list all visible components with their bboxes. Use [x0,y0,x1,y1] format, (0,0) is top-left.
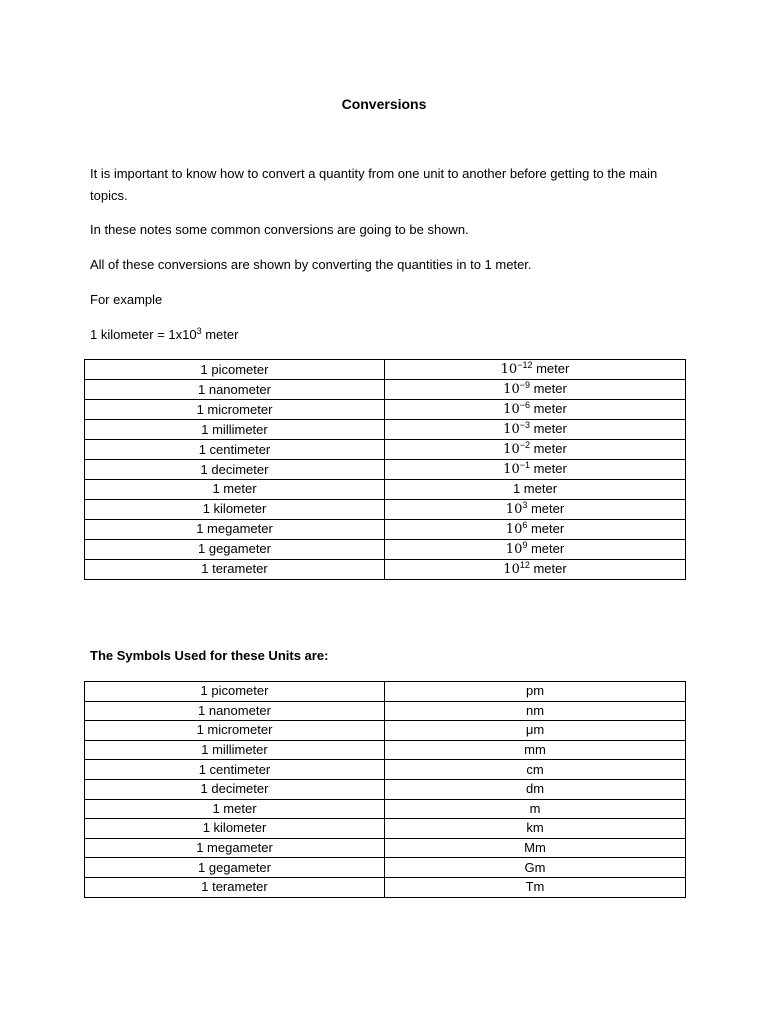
table-row [85,877,686,897]
table-row [85,721,686,741]
table-row [85,460,686,480]
value-base: 10 [505,521,523,537]
table-row [85,519,686,539]
table-row [85,480,686,500]
symbol-cell: nm [385,701,686,721]
symbols-heading: The Symbols Used for these Units are: [90,648,329,663]
value-unit: meter [527,540,565,556]
value-exponent: −6 [519,400,530,410]
table-row [85,440,686,460]
value-base: 1 [512,481,521,497]
value-cell [385,380,686,400]
table-row [85,682,686,702]
value-exponent: 12 [519,559,530,570]
symbol-cell: mm [385,740,686,760]
unit-cell: 1 nanometer [85,380,385,400]
unit-cell: 1 megameter [85,519,385,539]
unit-cell: 1 gegameter [85,539,385,559]
unit-cell: 1 millimeter [85,420,385,440]
value-exponent: −3 [519,420,530,430]
symbol-cell: cm [385,760,686,780]
unit-cell: 1 meter [85,480,385,500]
value-exponent: −12 [517,360,533,370]
symbol-cell: pm [385,682,686,702]
notes-paragraph: In these notes some common conversions are going to be shown. [90,222,469,237]
value-cell [385,360,686,380]
unit-cell: 1 micrometer [85,721,385,741]
value-exponent: 3 [522,499,528,510]
value-exponent: −2 [519,440,530,450]
unit-symbols-table [84,681,686,898]
unit-cell: 1 decimeter [85,460,385,480]
table-row [85,499,686,519]
table-row [85,799,686,819]
value-cell [385,460,686,480]
value-base: 10 [503,402,520,417]
unit-cell: 1 decimeter [85,779,385,799]
value-exponent: 9 [522,539,528,550]
value-base: 10 [505,541,523,557]
value-unit: meter [529,381,567,396]
unit-cell: 1 centimeter [85,440,385,460]
value-base: 10 [500,362,518,377]
table-row [85,701,686,721]
table-row [85,740,686,760]
example-exponent: 3 [196,326,202,336]
symbol-cell: μm [385,721,686,741]
symbol-cell: km [385,819,686,839]
value-unit: meter [529,441,567,456]
example-label: For example [90,292,163,307]
powers-of-ten-table [84,359,686,580]
value-cell [385,400,686,420]
table-row [85,380,686,400]
unit-cell: 1 picometer [85,360,385,380]
table-row [85,819,686,839]
unit-cell: 1 kilometer [85,819,385,839]
unit-cell: 1 terameter [85,559,385,579]
value-unit: meter [520,481,558,497]
example-prefix: 1 kilometer = 1x10 [90,327,197,342]
unit-cell: 1 meter [85,799,385,819]
value-base: 10 [503,382,520,397]
value-base: 10 [505,501,523,517]
unit-cell: 1 centimeter [85,760,385,780]
value-cell [385,559,686,579]
intro-paragraph: It is important to know how to convert a quantity from one unit to another before getting to the main topics. [90,166,658,203]
value-base: 10 [503,442,520,457]
value-cell [385,420,686,440]
table-row [85,400,686,420]
value-cell [385,539,686,559]
value-exponent: 6 [522,519,528,530]
value-base: 10 [503,462,520,477]
unit-cell: 1 nanometer [85,701,385,721]
symbol-cell: Mm [385,838,686,858]
unit-cell: 1 megameter [85,838,385,858]
unit-cell: 1 millimeter [85,740,385,760]
table-row [85,858,686,878]
example-line [90,324,680,346]
page-title: Conversions [341,96,427,112]
value-cell [385,440,686,460]
value-unit: meter [532,361,570,376]
value-cell [385,499,686,519]
example-suffix: meter [201,327,239,342]
symbol-cell: m [385,799,686,819]
value-cell [385,480,686,500]
table-row [85,360,686,380]
value-exponent: −9 [519,380,530,390]
value-unit: meter [529,461,567,476]
table-row [85,559,686,579]
unit-cell: 1 gegameter [85,858,385,878]
unit-cell: 1 kilometer [85,499,385,519]
value-unit: meter [529,401,567,416]
table-row [85,838,686,858]
unit-cell: 1 micrometer [85,400,385,420]
value-exponent: −1 [519,460,530,470]
value-unit: meter [527,520,565,536]
symbol-cell: Tm [385,877,686,897]
table-row [85,539,686,559]
unit-cell: 1 picometer [85,682,385,702]
value-cell [385,519,686,539]
symbol-cell: Gm [385,858,686,878]
table-row [85,779,686,799]
conversion-basis-paragraph: All of these conversions are shown by converting the quantities in to 1 meter. [90,257,532,272]
value-base: 10 [503,561,520,577]
symbol-cell: dm [385,779,686,799]
value-unit: meter [529,421,567,436]
value-base: 10 [503,422,520,437]
unit-cell: 1 terameter [85,877,385,897]
table-row [85,420,686,440]
value-unit: meter [529,560,567,576]
table-row [85,760,686,780]
value-unit: meter [527,500,565,516]
